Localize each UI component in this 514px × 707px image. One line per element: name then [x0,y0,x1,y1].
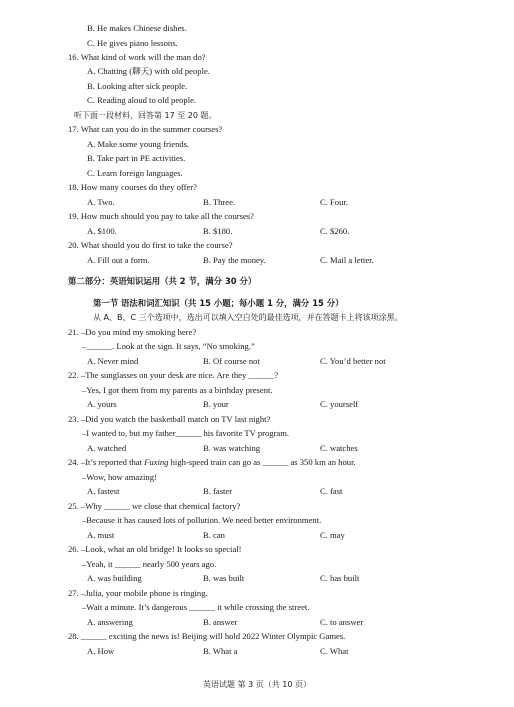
option-a: A. must [87,530,115,540]
subsection-heading: 第一节 语法和词汇知识（共 15 小题；每小题 1 分，满分 15 分） [93,298,344,308]
option-b: B. Pay the money. [203,255,266,265]
question-text-part: 24. –It’s reported that [68,457,145,467]
page-footer: 英语试题 第 3 页（共 10 页） [203,680,311,689]
option-c: C. watches [320,443,358,453]
option-c: C. You’d better not [320,356,386,366]
question-text-part: high-speed train can go as ______ as 350 km an hour. [168,457,356,467]
option-b: B. was built [203,573,245,583]
question-line: 21. –Do you mind my smoking here? [68,327,197,337]
question-line: –I wanted to, but my father______ his favorite TV program. [82,428,290,438]
option-c: C. may [320,530,345,540]
option-b: B. What a [203,646,238,656]
option-c: C. Mail a letter. [320,255,374,265]
option-c: C. has built [320,573,360,583]
option-line: C. He gives piano lessons. [87,38,178,48]
option-a: A. watched [87,443,127,453]
option-a: A. Two. [87,197,115,207]
option-b: B. Three. [203,197,236,207]
train-name-italic: Fuxing [144,457,169,467]
option-c: C. fast [320,486,343,496]
question-line [68,457,356,468]
option-c: C. Four. [320,197,348,207]
option-a: A. was building [87,573,142,583]
option-c: C. What [320,646,349,656]
instruction-line: 听下面一段材料，回答第 17 至 20 题。 [74,111,217,120]
option-b: B. $180. [203,226,233,236]
question-line: 20. What should you do first to take the course? [68,240,233,250]
question-line: 17. What can you do in the summer courses? [68,124,223,134]
question-line: 23. –Did you watch the basketball match on TV last night? [68,414,271,424]
question-line: –Wow, how amazing! [82,472,157,482]
question-line: 22. –The sunglasses on your desk are nice. Are they ______? [68,370,279,380]
option-line: B. Take part in PE activities. [87,153,186,163]
question-line: –______. Look at the sign. It says, “No smoking.” [82,341,255,351]
option-a: A. yours [87,399,117,409]
option-a: A. answering [87,617,133,627]
option-line: B. Looking after sick people. [87,81,188,91]
option-b: B. was watching [203,443,261,453]
section-heading: 第二部分：英语知识运用（共 2 节，满分 30 分） [68,276,257,286]
option-a: A. fastest [87,486,120,496]
question-line: 27. –Julia, your mobile phone is ringing. [68,588,208,598]
option-a: A. Fill out a form. [87,255,150,265]
option-line: A. Make some young friends. [87,139,190,149]
option-a: A. How [87,646,115,656]
option-b: B. faster [203,486,233,496]
question-line: 25. –Why ______ we close that chemical factory? [68,501,241,511]
option-line: C. Reading aloud to old people. [87,95,197,105]
option-c: C. yourself [320,399,359,409]
question-line: 18. How many courses do they offer? [68,182,197,192]
option-b: B. answer [203,617,238,627]
option-a: A. $100. [87,226,117,236]
option-line: C. Learn foreign languages. [87,168,183,178]
option-c: C. to answer [320,617,364,627]
question-line: –Yes, I got them from my parents as a birthday present. [82,385,273,395]
question-line: –Wait a minute. It’s dangerous ______ it while crossing the street. [82,602,310,612]
question-line: 19. How much should you pay to take all the courses? [68,211,254,221]
instruction-line: 从 A、B、C 三个选项中，选出可以填入空白处的最佳选项，并在答题卡上将该项涂黑。 [93,313,403,322]
option-b: B. can [203,530,225,540]
option-line: A. Chatting (聊天) with old people. [87,66,210,76]
option-a: A. Never mind [87,356,139,366]
option-line: B. He makes Chinese dishes. [87,23,187,33]
question-line: 16. What kind of work will the man do? [68,52,206,62]
option-b: B. Of course not [203,356,260,366]
question-line: 28. ______ exciting the news is! Beijing will hold 2022 Winter Olympic Games. [68,631,346,641]
question-line: –Because it has caused lots of pollution. We need better environment. [82,515,322,525]
question-line: –Yeah, it ______ nearly 500 years ago. [82,559,217,569]
option-c: C. $260. [320,226,350,236]
question-line: 26. –Look, what an old bridge! It looks so special! [68,544,242,554]
option-b: B. your [203,399,229,409]
